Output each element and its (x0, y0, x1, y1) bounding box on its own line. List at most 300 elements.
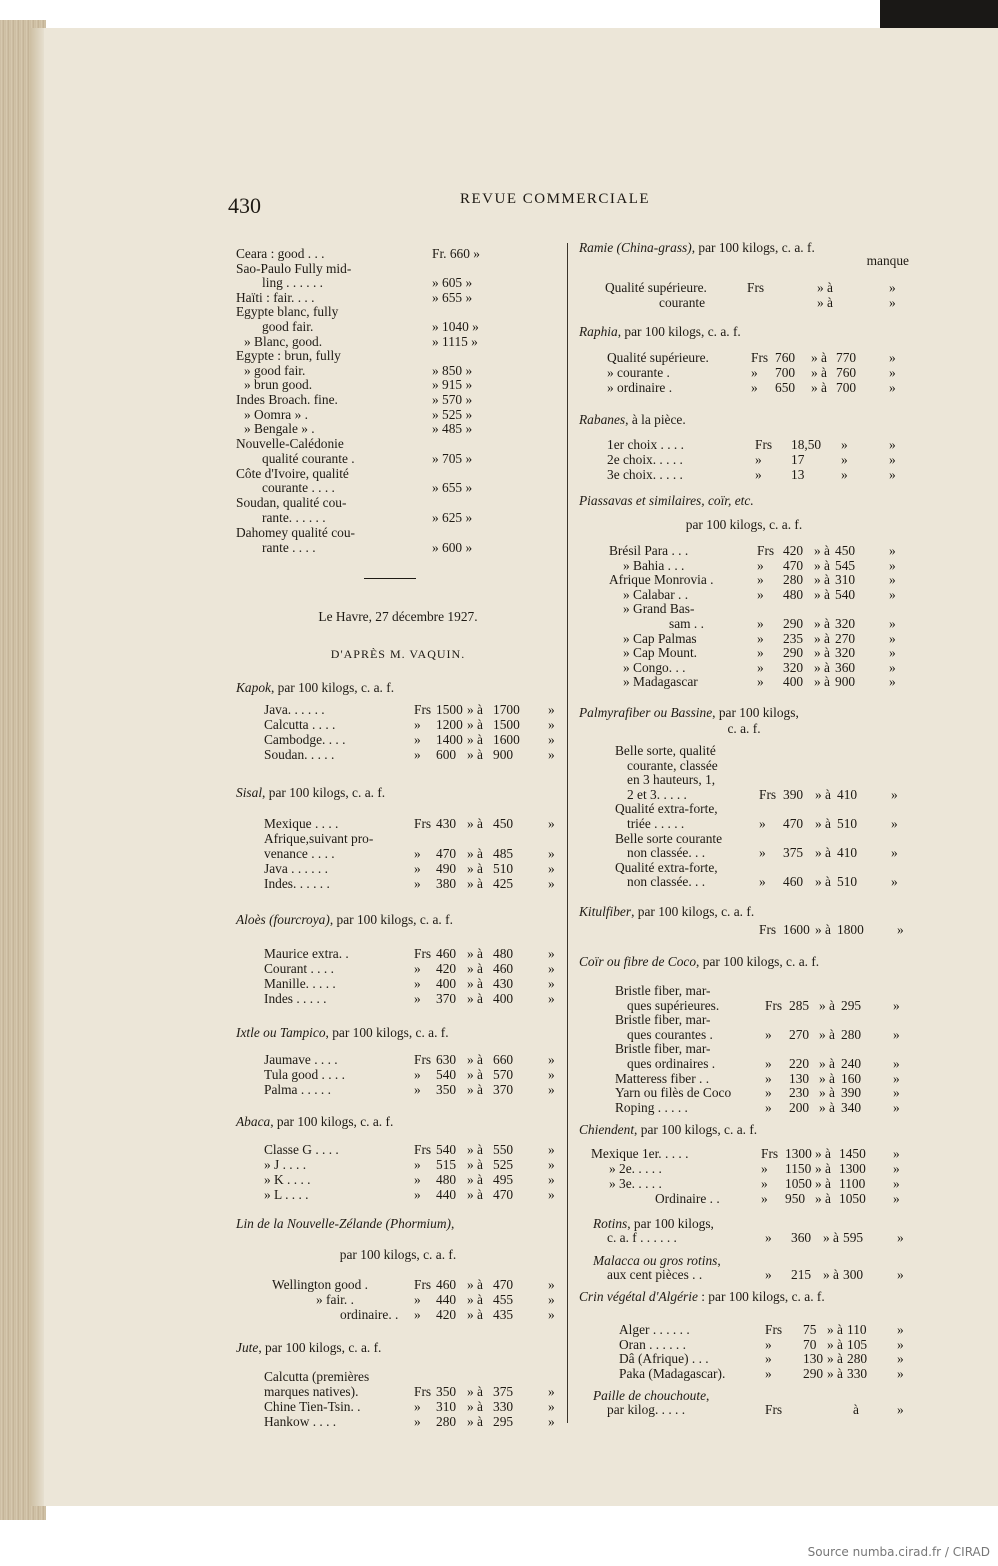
piassavas-row (579, 543, 909, 558)
range-marks: » à (815, 845, 831, 861)
lin-row (236, 1277, 560, 1292)
price-low: 130 (803, 1351, 824, 1367)
ixtle-heading-title: Ixtle ou Tampico (236, 1025, 326, 1040)
currency: » (414, 717, 421, 732)
kapok-heading-unit: , par 100 kilogs, c. a. f. (270, 680, 395, 695)
palmyra-row (579, 758, 909, 773)
price-high: 320 (835, 616, 856, 631)
item-name: » J . . . . (264, 1157, 307, 1172)
range-end: » (548, 1292, 555, 1307)
item-name: Belle sorte courante (615, 830, 723, 846)
range-marks: » à (814, 645, 830, 661)
range-marks: » à (815, 1146, 831, 1161)
coir-row (579, 1100, 909, 1115)
price-low: 200 (789, 1099, 810, 1115)
raphia-row (579, 350, 909, 365)
currency: Frs (414, 1384, 432, 1399)
price: 13 (791, 467, 805, 482)
item-name: » K . . . . (264, 1172, 311, 1187)
aloes-row (236, 991, 560, 1006)
range-end: » (893, 1176, 900, 1191)
currency: » (765, 1099, 772, 1115)
price: 18,50 (791, 437, 822, 452)
range-marks: » à (815, 1176, 831, 1191)
currency: » (414, 976, 421, 991)
price-low: 460 (783, 874, 804, 890)
item-name: 1er choix . . . . (607, 437, 684, 452)
kitul-heading (579, 904, 909, 920)
range-end: » (548, 1399, 555, 1414)
crin-heading-title: Crin végétal d'Algérie (579, 1289, 698, 1304)
range-end: » (893, 1056, 900, 1071)
price-high: 770 (836, 350, 857, 365)
abaca-heading (236, 1114, 560, 1130)
cotton-row (236, 510, 560, 525)
abaca-row (236, 1142, 560, 1157)
currency: » (414, 1292, 421, 1307)
item-name: Bristle fiber, mar- (615, 1041, 711, 1057)
range-marks: » à (467, 1052, 483, 1067)
price-low: 1400 (436, 732, 463, 747)
range-end: » (889, 659, 896, 675)
item-name: » ordinaire . (607, 380, 673, 395)
item-name: ordinaire. . (340, 1307, 399, 1322)
currency: » (414, 1172, 421, 1187)
currency: » (765, 1267, 772, 1282)
range-marks: » à (819, 1099, 835, 1115)
ramie-heading-title: Ramie (China-grass) (579, 240, 692, 255)
jute-row (236, 1384, 560, 1399)
chiendent-heading-title: Chiendent (579, 1122, 635, 1137)
range-end: » (548, 1187, 555, 1202)
range-end: » (891, 874, 898, 890)
aloes-row (236, 961, 560, 976)
range-marks: » à (467, 846, 483, 861)
lin-heading-title: Lin de la Nouvelle-Zélande (Phormium) (236, 1216, 451, 1231)
price-low: 480 (436, 1172, 457, 1187)
range-end: » (893, 1085, 900, 1101)
price-low: 440 (436, 1187, 457, 1202)
item-name: ling . . . . . . (262, 275, 324, 291)
chiendent-row (579, 1191, 909, 1206)
range-marks: » à (467, 1142, 483, 1157)
range-end: » (893, 1161, 900, 1176)
cotton-row (236, 363, 560, 378)
currency: Frs (414, 816, 432, 831)
price: » 1040 » (432, 319, 479, 334)
range-marks: » à (467, 702, 483, 717)
item-name: » fair. . (316, 1292, 354, 1307)
currency: » (765, 1336, 772, 1352)
range-end: » (897, 1336, 904, 1352)
ixtle-row (236, 1067, 560, 1082)
price-high: 470 (493, 1277, 514, 1292)
price-low: 75 (803, 1322, 817, 1337)
price-high: 1700 (493, 702, 520, 717)
price-high: 1450 (839, 1146, 866, 1161)
cotton-row (236, 348, 560, 363)
price-low: 420 (436, 1307, 457, 1322)
range-marks: » à (811, 365, 827, 380)
currency: » (757, 557, 764, 573)
currency: » (414, 1414, 421, 1429)
raphia-heading (579, 324, 909, 340)
raphia-row (579, 380, 909, 395)
range-end: » (889, 674, 896, 690)
currency: Frs (414, 1277, 432, 1292)
price-high: 240 (841, 1056, 862, 1071)
rotins-heading-title: Rotins (593, 1216, 628, 1231)
palmyra-row (579, 831, 909, 846)
price-low: 460 (436, 1277, 457, 1292)
item-name: » Blanc, good. (244, 333, 323, 349)
range-marks: » à (815, 816, 831, 831)
item-name: ques supérieures. (627, 997, 720, 1013)
ixtle-row (236, 1082, 560, 1097)
range-marks: » à (819, 1056, 835, 1071)
range-end: » (893, 1099, 900, 1115)
sisal-heading-title: Sisal (236, 785, 263, 800)
range-end: » (548, 961, 555, 976)
range-marks: » à (467, 1307, 483, 1322)
column-divider (567, 243, 568, 1423)
currency: » (414, 1067, 421, 1082)
currency: » (765, 1085, 772, 1101)
ramie-row (579, 295, 909, 310)
coir-row (579, 1071, 909, 1086)
price-low: 215 (791, 1267, 812, 1282)
range-end: » (548, 976, 555, 991)
range-marks: » à (811, 380, 827, 395)
price-high: 320 (835, 645, 856, 661)
range-end: » (897, 1351, 904, 1367)
price-low: 370 (436, 991, 457, 1006)
currency: » (414, 876, 421, 891)
palmyra-heading-title: Palmyrafiber ou Bassine (579, 705, 713, 720)
price-high: 300 (843, 1267, 864, 1282)
range-end: » (889, 365, 896, 380)
range-marks: » à (467, 1157, 483, 1172)
item-name: » Bahia . . . (623, 557, 685, 573)
piassavas-row (579, 558, 909, 573)
item-name: 2 et 3. . . . . (627, 786, 687, 802)
price: » 625 » (432, 510, 473, 525)
range-end: » (548, 732, 555, 747)
chiendent-row (579, 1176, 909, 1191)
price-low: 440 (436, 1292, 457, 1307)
item-name: Dahomey qualité cou- (236, 525, 355, 540)
range-end: » (548, 1384, 555, 1399)
range-end: » (548, 702, 555, 717)
sisal-row (236, 846, 560, 861)
price-high: 510 (837, 816, 858, 831)
price-high: 360 (835, 659, 856, 675)
range-marks: » à (819, 997, 835, 1013)
chiendent-heading (579, 1122, 909, 1138)
price-high: 660 (493, 1052, 514, 1067)
paille-heading-unit: , (706, 1388, 710, 1403)
price-low: 1500 (436, 702, 463, 717)
ixtle-heading (236, 1025, 560, 1041)
range-end: » (889, 437, 896, 452)
coir-row (579, 983, 909, 998)
price-high: 460 (493, 961, 514, 976)
item-name: rante. . . . . . (262, 510, 326, 525)
cotton-row (236, 407, 560, 422)
jute-row (236, 1414, 560, 1429)
range-end: » (548, 991, 555, 1006)
kapok-row (236, 702, 560, 717)
range-marks: » à (819, 1026, 835, 1042)
item-name: Roping . . . . . (615, 1099, 688, 1115)
price-low: 320 (783, 659, 804, 675)
cotton-row (236, 466, 560, 481)
item-name: Soudan, qualité cou- (236, 495, 347, 511)
aloes-heading-title: Aloès (fourcroya) (236, 912, 330, 927)
price-low: 430 (436, 816, 457, 831)
coir-row (579, 998, 909, 1013)
item-name: Ordinaire . . (655, 1191, 720, 1206)
price-high: 485 (493, 846, 514, 861)
rabanes-row (579, 437, 909, 452)
range-marks: » à (467, 1384, 483, 1399)
coir-row (579, 1027, 909, 1042)
price: » 600 » (432, 539, 473, 555)
price-low: 470 (783, 557, 804, 573)
kapok-row (236, 747, 560, 762)
price-low: 650 (775, 380, 796, 395)
price-low: 480 (783, 586, 804, 602)
price-high: 525 (493, 1157, 514, 1172)
piassavas-row (579, 674, 909, 689)
item-name: » good fair. (244, 362, 306, 378)
price-high: 595 (843, 1230, 864, 1245)
cotton-row (236, 525, 560, 540)
price-high: 450 (493, 816, 514, 831)
cotton-row (236, 334, 560, 349)
coir-row (579, 1085, 909, 1100)
range-end: » (897, 1230, 904, 1245)
price-low: 270 (789, 1026, 810, 1042)
range-marks: » à (815, 1161, 831, 1176)
range-end: » (897, 922, 904, 937)
price-high: 700 (836, 380, 857, 395)
currency: » (751, 365, 758, 380)
item-name: Jaumave . . . . (264, 1052, 338, 1067)
ramie-heading-unit: , par 100 kilogs, c. a. f. (691, 240, 815, 255)
price-high: 410 (837, 845, 858, 861)
item-name: Belle sorte, qualité (615, 743, 716, 758)
abaca-row (236, 1187, 560, 1202)
currency: » (414, 991, 421, 1006)
price: » 655 » (432, 480, 473, 496)
cotton-row (236, 392, 560, 407)
price-low: 400 (436, 976, 457, 991)
ixtle-heading-unit: , par 100 kilogs, c. a. f. (325, 1025, 449, 1040)
price-high: 370 (493, 1082, 514, 1097)
price-high: 1100 (839, 1176, 866, 1191)
kitul-heading-title: Kitulfiber (579, 904, 632, 919)
item-name: non classée. . . (627, 874, 706, 890)
aloes-row (236, 946, 560, 961)
price-high: 510 (493, 861, 514, 876)
range-end: » (889, 543, 896, 558)
item-name: Courant . . . . (264, 961, 334, 976)
sisal-row (236, 876, 560, 891)
currency: » (765, 1351, 772, 1367)
range-end: » (548, 1157, 555, 1172)
range-end: » (897, 1267, 904, 1282)
item-name: Soudan. . . . . (264, 747, 335, 762)
price-low: 230 (789, 1085, 810, 1101)
cotton-row (236, 377, 560, 392)
price: » 1115 » (432, 333, 478, 349)
item-name: Qualité supérieure. (605, 280, 707, 295)
currency: » (755, 452, 762, 467)
price-high: 280 (841, 1026, 862, 1042)
price-high: 410 (837, 786, 858, 802)
price: » 655 » (432, 289, 473, 305)
range-marks: » à (827, 1365, 843, 1381)
currency: Frs (765, 1402, 783, 1417)
piassavas-row (579, 660, 909, 675)
lin-row (236, 1307, 560, 1322)
range-end: » (889, 630, 896, 646)
item-name: sam . . (669, 616, 704, 631)
currency: Frs (757, 543, 775, 558)
range-end: » (889, 380, 896, 395)
price: » 525 » (432, 406, 473, 422)
range-end: » (893, 1191, 900, 1206)
range-end: » (548, 1277, 555, 1292)
coir-heading (579, 954, 909, 970)
abaca-row (236, 1172, 560, 1187)
item-name: non classée. . . (627, 845, 706, 861)
piassavas-subhead: par 100 kilogs, c. a. f. (685, 517, 803, 532)
lin-heading-unit: , (450, 1216, 455, 1231)
range-end: » (893, 1070, 900, 1086)
item-name: Calcutta . . . . (264, 717, 336, 732)
rabanes-heading-title: Rabanes (579, 412, 626, 427)
range-end: » (889, 572, 896, 588)
item-name: Côte d'Ivoire, qualité (236, 465, 349, 481)
range-end: » (548, 1414, 555, 1429)
price-low: 280 (436, 1414, 457, 1429)
currency: Frs (759, 786, 777, 802)
range-marks: » à (823, 1267, 839, 1282)
rabanes-row (579, 467, 909, 482)
price-low: 70 (803, 1336, 817, 1352)
piassavas-row (579, 616, 909, 631)
price-high: 295 (841, 997, 862, 1013)
price-low: 950 (785, 1191, 806, 1206)
sisal-heading-unit: , par 100 kilogs, c. a. f. (262, 785, 386, 800)
currency: » (765, 1070, 772, 1086)
price-high: 495 (493, 1172, 514, 1187)
item-name: Cambodge. . . . (264, 732, 346, 747)
currency: Frs (414, 702, 432, 717)
item-name: Bristle fiber, mar- (615, 983, 711, 998)
item-name: Wellington good . (272, 1277, 368, 1292)
price-low: 460 (436, 946, 457, 961)
range-marks: » à (815, 786, 831, 802)
sisal-row (236, 816, 560, 831)
currency: » (765, 1230, 772, 1245)
palmyra-heading (579, 705, 909, 721)
price-low: 220 (789, 1056, 810, 1071)
currency: » (757, 659, 764, 675)
range-marks: à (853, 1402, 859, 1417)
palmyra-row (579, 801, 909, 816)
price-high: 480 (493, 946, 514, 961)
kapok-row (236, 717, 560, 732)
cotton-row (236, 451, 560, 466)
item-name: qualité courante . (262, 450, 355, 466)
range-end: » (548, 1052, 555, 1067)
price-low: 760 (775, 350, 796, 365)
price-low: 350 (436, 1082, 457, 1097)
cotton-row (236, 290, 560, 305)
price-high: 510 (837, 874, 858, 890)
palmyra-heading-unit: , par 100 kilogs, (712, 705, 799, 720)
cotton-row (236, 436, 560, 451)
range-end: » (893, 1026, 900, 1042)
price-low: 420 (783, 543, 804, 558)
ramie-row (579, 280, 909, 295)
currency: » (765, 1365, 772, 1381)
range-marks: » à (467, 816, 483, 831)
cotton-row (236, 480, 560, 495)
crin-row (579, 1322, 909, 1337)
item-name: Palma . . . . . (264, 1082, 331, 1097)
rotins-heading-unit: , par 100 kilogs, (627, 1216, 714, 1231)
aloes-heading-unit: , par 100 kilogs, c. a. f. (329, 912, 453, 927)
range-marks: » à (467, 976, 483, 991)
piassavas-heading (579, 493, 909, 509)
item-name: Qualité extra-forte, (615, 801, 718, 817)
price-low: 350 (436, 1384, 457, 1399)
coir-heading-title: Coïr ou fibre de Coco (579, 954, 697, 969)
crin-row (579, 1351, 909, 1366)
item-name: Afrique,suivant pro- (264, 831, 374, 846)
range-end: » (889, 350, 896, 365)
currency: » (751, 380, 758, 395)
price-high: 1600 (493, 732, 520, 747)
item-name: Nouvelle-Calédonie (236, 436, 344, 452)
range-end: » (548, 717, 555, 732)
item-name: Matteress fiber . . (615, 1070, 710, 1086)
cotton-row (236, 261, 560, 276)
item-name: » Oomra » . (244, 406, 308, 422)
palmyra-row (579, 787, 909, 802)
currency: » (761, 1191, 768, 1206)
currency: Frs (747, 280, 765, 295)
range-marks: » à (827, 1322, 843, 1337)
range-end: » (889, 616, 896, 631)
range-end: » (548, 846, 555, 861)
range-marks: » à (815, 922, 831, 937)
range-marks: » à (817, 280, 833, 295)
range-marks: » à (815, 1191, 831, 1206)
range-marks: » (841, 437, 848, 452)
price-high: 900 (493, 747, 514, 762)
price-high: 470 (493, 1187, 514, 1202)
price-low: 515 (436, 1157, 457, 1172)
item-name: aux cent pièces . . (607, 1267, 703, 1282)
sisal-heading (236, 785, 560, 801)
item-name: » Madagascar (623, 674, 698, 690)
item-name: Hankow . . . . (264, 1414, 337, 1429)
